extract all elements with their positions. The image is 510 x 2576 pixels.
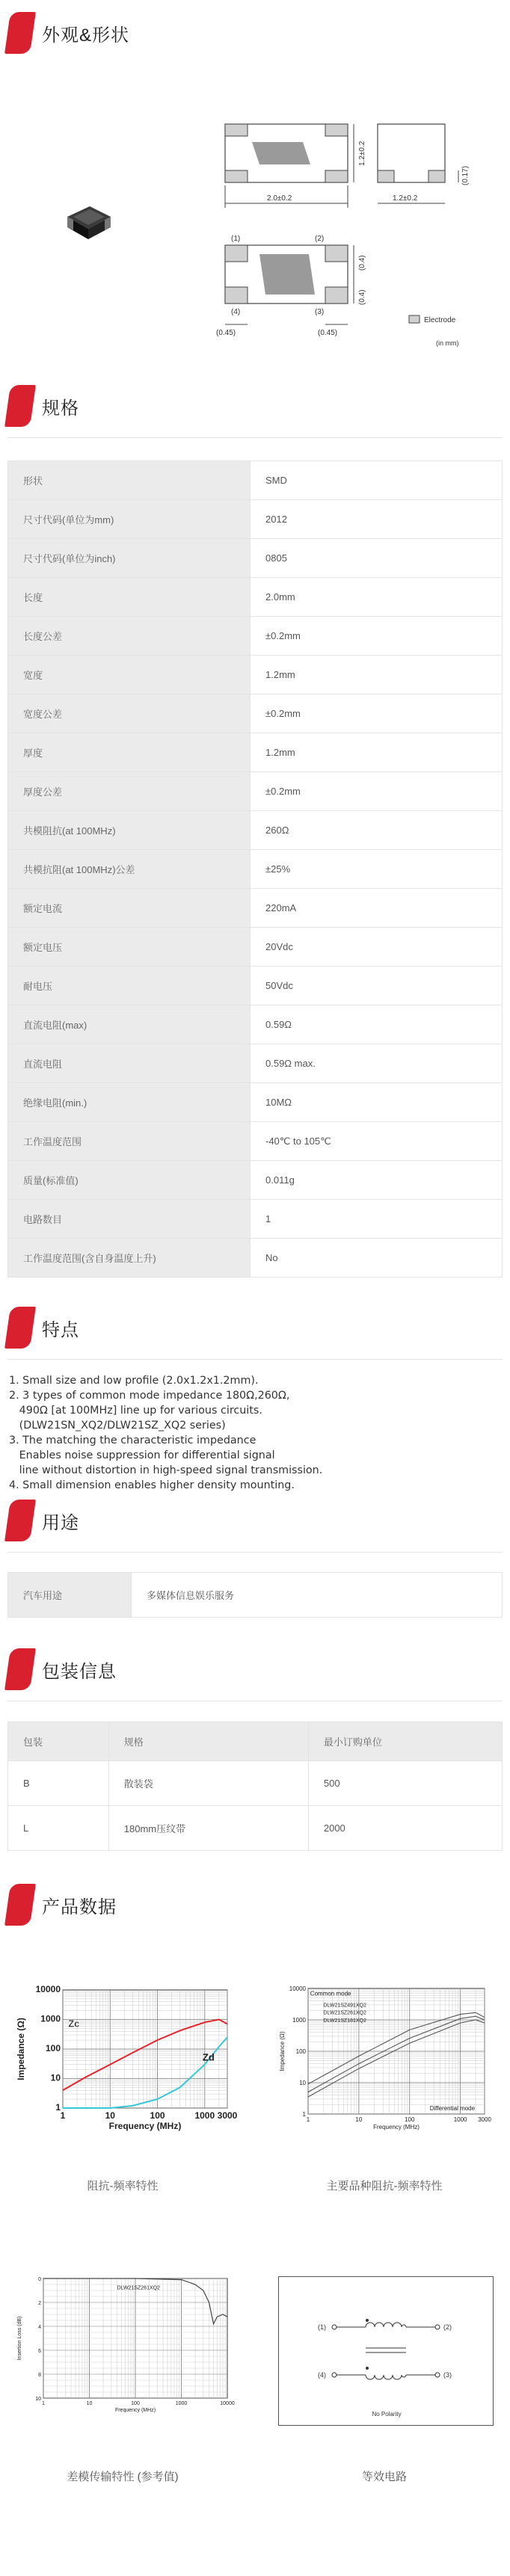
y-tick-label: 10000 <box>289 1985 306 1992</box>
dimension-drawing <box>168 112 482 359</box>
section-title: 外观&形状 <box>42 25 130 46</box>
section-marker-icon <box>4 1648 36 1690</box>
pin2-label: (2) <box>315 235 325 243</box>
circuit-note: No Polarity <box>372 2411 402 2418</box>
x-axis-label: Frequency (MHz) <box>373 2124 420 2130</box>
spec-value: 260Ω <box>251 811 503 850</box>
spec-key: 共模抗阻(at 100MHz)公差 <box>8 850 251 889</box>
section-title: 特点 <box>42 1319 79 1340</box>
spec-key: 额定电流 <box>8 889 251 928</box>
table-cell: B <box>8 1761 109 1806</box>
series-label: DLW21SZ181XQ2 <box>323 2018 366 2024</box>
spec-row <box>8 1005 503 1044</box>
y-axis-label: Impedance (Ω) <box>279 2031 286 2071</box>
unit-label: (in mm) <box>436 339 459 347</box>
legend-electrode: Electrode <box>424 316 456 324</box>
series-label: DLW21SZ491XQ2 <box>323 2003 366 2009</box>
x-tick-label: 100 <box>405 2116 415 2123</box>
spec-key: 额定电压 <box>8 928 251 967</box>
spec-row <box>8 539 503 578</box>
spec-row <box>8 1083 503 1122</box>
table-cell: 散装袋 <box>108 1761 308 1806</box>
spec-value: -40℃ to 105℃ <box>251 1122 503 1161</box>
spec-key: 工作温度范围 <box>8 1122 251 1161</box>
usage-table <box>7 1572 503 1618</box>
dim-length-label: 2.0±0.2 <box>267 194 292 203</box>
spec-row <box>8 1200 503 1239</box>
pin4-label: (4) <box>231 308 241 316</box>
section-marker-icon <box>4 385 36 427</box>
spec-value: 2.0mm <box>251 578 503 617</box>
circuit-pin2: (2) <box>443 2323 452 2331</box>
spec-row <box>8 656 503 694</box>
y-tick-label: 4 <box>38 2325 41 2330</box>
table-cell: L <box>8 1806 109 1851</box>
y-tick-label: 10 <box>35 2397 41 2402</box>
circuit-pin3: (3) <box>443 2371 452 2379</box>
spec-row <box>8 1161 503 1200</box>
spec-key: 长度公差 <box>8 617 251 656</box>
x-tick-label: 1000 <box>175 2401 188 2406</box>
y-tick-label: 10000 <box>35 1984 61 1994</box>
main-impedance-chart <box>272 1981 497 2142</box>
section-marker-icon <box>4 1500 36 1541</box>
spec-row <box>8 850 503 889</box>
y-tick-label: 1 <box>302 2111 306 2118</box>
spec-row <box>8 461 503 500</box>
spec-row <box>8 578 503 617</box>
spec-key: 形状 <box>8 461 251 500</box>
spec-row <box>8 1044 503 1083</box>
section-title: 包装信息 <box>42 1661 117 1682</box>
x-tick-label: 1000 <box>453 2116 467 2123</box>
x-tick-label: 10 <box>355 2116 363 2123</box>
spec-row <box>8 772 503 811</box>
section-divider <box>7 437 503 438</box>
spec-row <box>8 617 503 656</box>
series-label: DLW21SZ261XQ2 <box>117 2285 160 2291</box>
impedance-chart <box>10 1981 238 2142</box>
table-row <box>8 1806 503 1851</box>
common-mode-label: Common mode <box>310 1990 351 1997</box>
impedance-chart-svg <box>10 1981 238 2142</box>
spec-key: 直流电阻(max) <box>8 1005 251 1044</box>
x-tick-label: 100 <box>131 2401 140 2406</box>
zc-label: Zc <box>68 2018 80 2030</box>
y-tick-label: 0 <box>38 2277 41 2282</box>
section-marker-icon <box>4 1307 36 1349</box>
y-tick-label: 100 <box>295 2048 306 2055</box>
col-header: 规格 <box>108 1722 308 1761</box>
spec-value: No <box>251 1239 503 1278</box>
table-cell: 500 <box>308 1761 502 1806</box>
y-tick-label: 1000 <box>292 2017 306 2024</box>
spec-value: 1.2mm <box>251 733 503 772</box>
spec-key: 耐电压 <box>8 967 251 1005</box>
spec-value: 0.59Ω max. <box>251 1044 503 1083</box>
spec-value: ±25% <box>251 850 503 889</box>
x-tick-label: 10 <box>105 2110 115 2121</box>
dim-045a-label: (0.45) <box>216 329 236 337</box>
spec-key: 尺寸代码(单位为inch) <box>8 539 251 578</box>
spec-key: 宽度 <box>8 656 251 694</box>
circuit-caption: 等效电路 <box>361 2471 407 2483</box>
table-cell: 2000 <box>308 1806 502 1851</box>
spec-value: ±0.2mm <box>251 772 503 811</box>
main-impedance-chart-svg <box>272 1981 497 2142</box>
spec-value: 10MΩ <box>251 1083 503 1122</box>
chart1-caption: 阻抗-频率特性 <box>87 2180 159 2193</box>
spec-key: 电路数目 <box>8 1200 251 1239</box>
x-tick-label: 1 <box>306 2116 310 2123</box>
spec-key: 质量(标准值) <box>8 1161 251 1200</box>
y-axis-label: Insertion Loss (dB) <box>17 2316 22 2361</box>
section-title: 规格 <box>42 398 79 419</box>
spec-row <box>8 928 503 967</box>
spec-value: SMD <box>251 461 503 500</box>
spec-row <box>8 733 503 772</box>
section-usage-header <box>7 1500 79 1541</box>
spec-value: 0.011g <box>251 1161 503 1200</box>
spec-value: 220mA <box>251 889 503 928</box>
table-row <box>8 1573 503 1618</box>
spec-row <box>8 889 503 928</box>
usage-value: 多媒体信息娱乐服务 <box>132 1573 503 1618</box>
y-tick-label: 2 <box>38 2301 41 2306</box>
y-tick-label: 1000 <box>40 2013 61 2024</box>
section-marker-icon <box>4 1884 36 1926</box>
spec-row <box>8 694 503 733</box>
x-tick-label: 3000 <box>478 2116 491 2123</box>
spec-value: ±0.2mm <box>251 617 503 656</box>
spec-key: 宽度公差 <box>8 694 251 733</box>
dim-045b-label: (0.45) <box>318 329 338 337</box>
pin1-label: (1) <box>231 235 241 243</box>
dim-04a-label: (0.4) <box>358 255 366 271</box>
spec-value: 0.59Ω <box>251 1005 503 1044</box>
section-features-header <box>7 1307 79 1349</box>
spec-key: 工作温度范围(含自身温度上升) <box>8 1239 251 1278</box>
series-label: DLW21SZ261XQ2 <box>323 2010 366 2016</box>
spec-row <box>8 1239 503 1278</box>
section-specs-header <box>7 385 79 427</box>
y-tick-label: 10 <box>299 2080 306 2086</box>
table-header-row <box>8 1722 503 1761</box>
y-axis-label: Impedance (Ω) <box>16 2018 26 2080</box>
x-tick-label: 100 <box>150 2110 165 2121</box>
spec-row <box>8 811 503 850</box>
spec-value: 50Vdc <box>251 967 503 1005</box>
dim-height-label: 1.2±0.2 <box>358 141 366 166</box>
features-text: 1. Small size and low profile (2.0x1.2x1.2mm). 2. 3 types of common mode impedance 180Ω,260Ω, 490Ω [at 100MHz] line up for various circuits. (DLW21SN_XQ2/DLW21SZ_XQ2 series) 3. The matching the characteristic impedance Enables noise suppression for differential signal line without distortion in high-speed signal transmission. 4. Small dimension enables higher density mounting. <box>9 1375 323 1491</box>
y-tick-label: 10 <box>50 2072 61 2083</box>
section-appearance-header <box>7 12 129 54</box>
equivalent-circuit <box>278 2276 494 2426</box>
y-tick-label: 8 <box>38 2373 41 2378</box>
spec-key: 厚度 <box>8 733 251 772</box>
spec-key: 绝缘电阻(min.) <box>8 1083 251 1122</box>
insertion-loss-chart <box>10 2273 235 2429</box>
col-header: 最小订购单位 <box>308 1722 502 1761</box>
chart3-caption: 差模传输特性 (参考值) <box>67 2471 179 2483</box>
spec-key: 长度 <box>8 578 251 617</box>
spec-value: 1 <box>251 1200 503 1239</box>
zd-label: Zd <box>202 2051 215 2063</box>
section-product-data-header <box>7 1884 117 1926</box>
col-header: 包装 <box>8 1722 109 1761</box>
spec-key: 厚度公差 <box>8 772 251 811</box>
packaging-table <box>7 1722 503 1851</box>
y-tick-label: 1 <box>55 2102 61 2113</box>
chart2-caption: 主要品种阻抗-频率特性 <box>326 2180 443 2193</box>
spec-value: 2012 <box>251 500 503 539</box>
dim-width-label: 1.2±0.2 <box>393 194 418 203</box>
y-tick-label: 6 <box>38 2349 41 2354</box>
dim-017-label: (0.17) <box>461 165 470 185</box>
circuit-pin4: (4) <box>318 2371 326 2379</box>
insertion-loss-chart-svg <box>10 2273 235 2429</box>
section-marker-icon <box>4 12 36 54</box>
x-tick-label: 1 <box>42 2401 45 2406</box>
differential-mode-label: Differential mode <box>429 2105 476 2113</box>
spec-key: 尺寸代码(单位为mm) <box>8 500 251 539</box>
spec-value: ±0.2mm <box>251 694 503 733</box>
section-title: 产品数据 <box>42 1896 117 1917</box>
x-tick-label: 1000 <box>194 2110 215 2121</box>
spec-row <box>8 967 503 1005</box>
spec-key: 直流电阻 <box>8 1044 251 1083</box>
pin3-label: (3) <box>315 308 325 316</box>
x-tick-label: 10 <box>86 2401 93 2406</box>
component-image <box>63 200 115 244</box>
table-cell: 180mm压纹带 <box>108 1806 308 1851</box>
section-divider <box>7 1359 503 1360</box>
x-tick-label: 10000 <box>220 2401 235 2406</box>
table-row <box>8 1761 503 1806</box>
spec-row <box>8 1122 503 1161</box>
spec-key: 共模阻抗(at 100MHz) <box>8 811 251 850</box>
circuit-pin1: (1) <box>318 2323 326 2331</box>
spec-table <box>7 460 503 1278</box>
x-axis-label: Frequency (MHz) <box>108 2121 182 2131</box>
x-axis-label: Frequency (MHz) <box>114 2408 156 2413</box>
usage-key: 汽车用途 <box>8 1573 132 1618</box>
x-tick-label: 3000 <box>217 2110 238 2121</box>
section-title: 用途 <box>42 1512 79 1533</box>
dim-04b-label: (0.4) <box>358 289 366 305</box>
section-packaging-header <box>7 1648 117 1690</box>
section-divider <box>7 1552 503 1553</box>
spec-row <box>8 500 503 539</box>
x-tick-label: 1 <box>60 2110 66 2121</box>
spec-value: 20Vdc <box>251 928 503 967</box>
y-tick-label: 100 <box>45 2043 61 2053</box>
spec-value: 0805 <box>251 539 503 578</box>
spec-value: 1.2mm <box>251 656 503 694</box>
